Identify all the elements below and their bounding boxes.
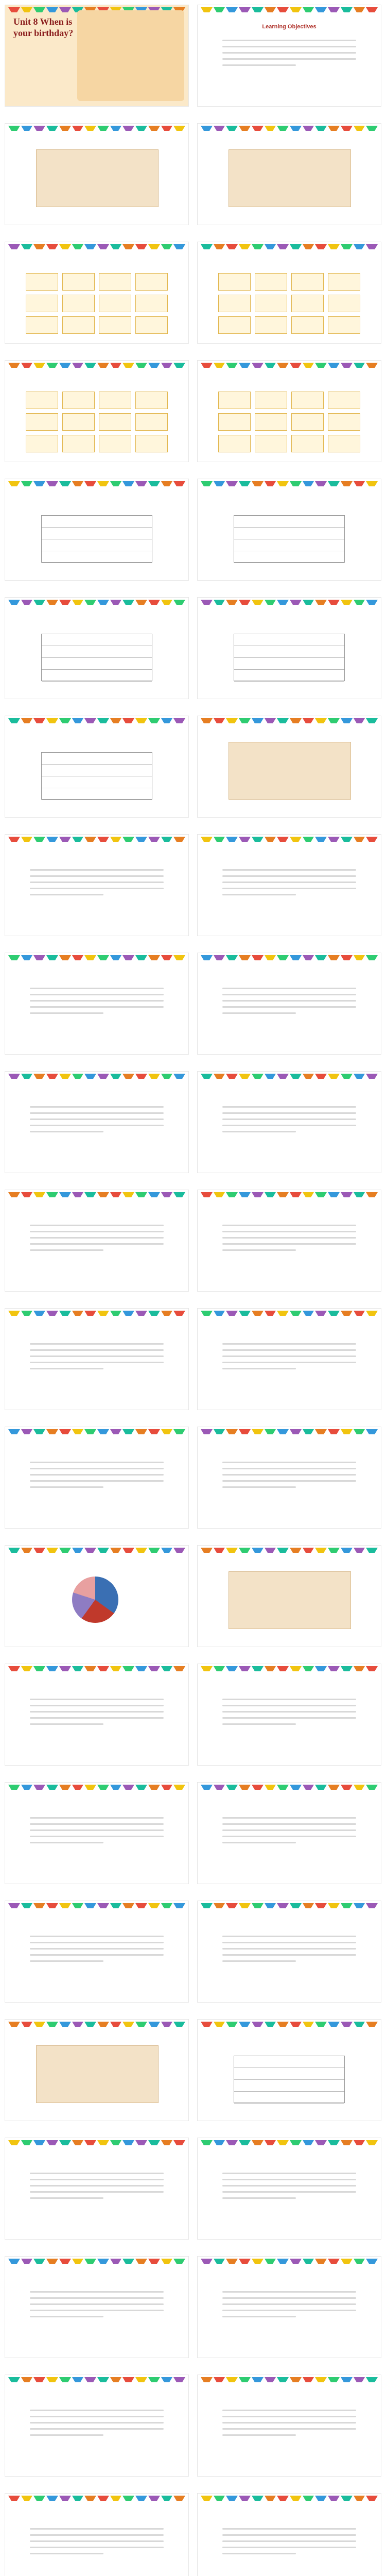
slide-thumbnail[interactable] (5, 1190, 188, 1291)
month-card (62, 413, 95, 431)
table-row (42, 539, 152, 551)
month-card (99, 413, 131, 431)
slide-thumbnail[interactable] (198, 479, 381, 580)
slide-thumbnail[interactable] (5, 835, 188, 936)
bunting-decoration (8, 363, 185, 368)
month-card (62, 316, 95, 334)
table-row (234, 634, 344, 646)
slide-thumbnail[interactable] (5, 1901, 188, 2002)
table-row (42, 670, 152, 682)
slide-thumbnail[interactable] (5, 716, 188, 817)
month-card (255, 435, 287, 452)
bunting-decoration (8, 1785, 185, 1790)
slide-thumbnail[interactable] (198, 242, 381, 343)
month-card (62, 435, 95, 452)
month-card (26, 295, 58, 312)
slide-body-text (30, 2523, 164, 2559)
bunting-decoration (8, 837, 185, 842)
table-row (234, 658, 344, 670)
slide-thumbnail[interactable] (198, 2138, 381, 2239)
slide-body-text (30, 1220, 164, 1256)
bunting-decoration (201, 1311, 378, 1316)
bunting-decoration (201, 481, 378, 486)
slide-thumbnail[interactable] (198, 716, 381, 817)
slide-thumbnail[interactable] (5, 1309, 188, 1410)
month-card (99, 435, 131, 452)
slide-body-text (222, 1931, 356, 1967)
slide-body-text (222, 865, 356, 900)
slide-thumbnail[interactable] (5, 2020, 188, 2121)
table-row (234, 551, 344, 563)
slide-table (41, 515, 152, 563)
slide-table (41, 634, 152, 681)
slide-body-text (30, 865, 164, 900)
slide-body-text (222, 1812, 356, 1848)
slide-body-text (222, 1457, 356, 1493)
month-card (218, 392, 251, 409)
month-card (291, 435, 324, 452)
month-card-grid (218, 273, 360, 334)
bunting-decoration (201, 1903, 378, 1908)
table-row (42, 765, 152, 776)
slide-thumbnail[interactable] (198, 598, 381, 699)
month-card (255, 273, 287, 291)
slide-table (41, 752, 152, 800)
month-card (255, 392, 287, 409)
month-card (99, 316, 131, 334)
month-card (328, 435, 360, 452)
bunting-decoration (8, 2259, 185, 2264)
table-row (42, 646, 152, 658)
bunting-decoration (201, 2377, 378, 2382)
month-card (99, 273, 131, 291)
slide-body-text (30, 2405, 164, 2441)
month-card (328, 316, 360, 334)
slide-illustration (229, 742, 351, 800)
bunting-decoration (201, 244, 378, 249)
slide-illustration (229, 1571, 351, 1629)
month-card (291, 392, 324, 409)
month-card (291, 295, 324, 312)
slide-thumbnail[interactable] (198, 361, 381, 462)
slide-table (234, 634, 345, 681)
month-card (26, 316, 58, 334)
month-card (218, 273, 251, 291)
bunting-decoration (8, 718, 185, 723)
slide-thumbnail[interactable] (5, 1546, 188, 1647)
pie-chart-graphic (72, 1577, 118, 1623)
slide-thumbnail[interactable] (5, 953, 188, 1054)
slide-thumbnail[interactable] (198, 2375, 381, 2476)
bunting-decoration (201, 2022, 378, 2027)
slide-body-text (222, 1220, 356, 1256)
bunting-decoration (8, 1192, 185, 1197)
slide-thumbnail[interactable] (198, 1309, 381, 1410)
bunting-decoration (201, 600, 378, 605)
table-row (42, 551, 152, 563)
bunting-decoration (8, 1666, 185, 1671)
table-row (234, 2092, 344, 2104)
slide-body-text (30, 2168, 164, 2204)
bunting-decoration (201, 363, 378, 368)
slide-thumbnail[interactable] (198, 1427, 381, 1528)
month-card (328, 273, 360, 291)
table-row (234, 539, 344, 551)
slide-body-text (30, 1931, 164, 1967)
table-row (42, 776, 152, 788)
bunting-decoration (8, 955, 185, 960)
slide-thumbnail[interactable] (198, 2257, 381, 2358)
cover-illustration (77, 10, 184, 101)
slide-body-text (222, 983, 356, 1019)
month-card (218, 295, 251, 312)
bunting-decoration (8, 2496, 185, 2501)
month-card (135, 295, 168, 312)
table-row (42, 634, 152, 646)
month-card (291, 273, 324, 291)
bunting-decoration (8, 2377, 185, 2382)
slide-thumbnail[interactable] (5, 1427, 188, 1528)
month-card (26, 273, 58, 291)
slide-thumbnail[interactable] (5, 124, 188, 225)
slide-body-text (222, 1338, 356, 1374)
slide-thumbnail[interactable] (5, 2257, 188, 2358)
bunting-decoration (201, 1785, 378, 1790)
slide-thumbnail[interactable] (198, 1546, 381, 1647)
slide-body-text (30, 1457, 164, 1493)
table-row (234, 516, 344, 528)
slide-thumbnail[interactable] (198, 124, 381, 225)
month-card (99, 392, 131, 409)
bunting-decoration (201, 1074, 378, 1079)
slide-thumbnail[interactable] (5, 598, 188, 699)
month-card (255, 295, 287, 312)
slide-illustration (36, 2045, 159, 2103)
month-card (135, 392, 168, 409)
table-row (42, 528, 152, 539)
bunting-decoration (201, 2496, 378, 2501)
month-card (135, 413, 168, 431)
table-row (42, 788, 152, 800)
slide-thumbnail[interactable] (5, 2138, 188, 2239)
month-card (328, 295, 360, 312)
bunting-decoration (8, 1903, 185, 1908)
table-row (42, 658, 152, 670)
bunting-decoration (201, 2259, 378, 2264)
bunting-decoration (8, 1074, 185, 1079)
slide-body-text (30, 983, 164, 1019)
month-card (328, 413, 360, 431)
month-card (255, 316, 287, 334)
bunting-decoration (201, 955, 378, 960)
month-card-grid (26, 392, 168, 452)
month-card (135, 435, 168, 452)
slide-body-text (222, 35, 356, 71)
month-card (26, 413, 58, 431)
bunting-decoration (8, 1429, 185, 1434)
bunting-decoration (201, 837, 378, 842)
slide-table (234, 515, 345, 563)
slide-thumbnail[interactable] (198, 1190, 381, 1291)
month-card (135, 316, 168, 334)
slide-body-text (30, 1812, 164, 1848)
bunting-decoration (201, 718, 378, 723)
table-row (234, 528, 344, 539)
table-row (42, 516, 152, 528)
slide-illustration (229, 149, 351, 207)
slide-thumbnail[interactable] (5, 242, 188, 343)
bunting-decoration (201, 1548, 378, 1553)
slide-thumbnail[interactable] (198, 1901, 381, 2002)
slide-thumbnail[interactable] (5, 1783, 188, 1884)
slide-body-text (30, 2286, 164, 2322)
slide-thumbnail[interactable] (5, 2494, 188, 2576)
month-card (291, 413, 324, 431)
slide-thumbnail[interactable] (198, 2020, 381, 2121)
month-card (62, 295, 95, 312)
slide-body-text (222, 2405, 356, 2441)
bunting-decoration (8, 126, 185, 131)
table-row (234, 670, 344, 682)
slide-thumbnail[interactable] (198, 5, 381, 106)
bunting-decoration (8, 1548, 185, 1553)
slide-thumbnail[interactable] (5, 5, 188, 106)
table-row (234, 2068, 344, 2080)
month-card (255, 413, 287, 431)
slide-body-text (222, 1101, 356, 1137)
bunting-decoration (201, 1666, 378, 1671)
table-row (234, 646, 344, 658)
bunting-decoration (8, 1311, 185, 1316)
slide-thumbnail[interactable] (5, 361, 188, 462)
slide-thumbnail[interactable] (198, 953, 381, 1054)
bunting-decoration (201, 126, 378, 131)
month-card-grid (26, 273, 168, 334)
slide-body-text (222, 2523, 356, 2559)
slide-thumbnail[interactable] (5, 1072, 188, 1173)
slide-body-text (222, 1694, 356, 1730)
month-card (62, 273, 95, 291)
slide-thumbnail[interactable] (198, 1664, 381, 1765)
table-row (234, 2080, 344, 2092)
bunting-decoration (201, 1429, 378, 1434)
bunting-decoration (8, 2022, 185, 2027)
month-card (218, 435, 251, 452)
month-card (218, 316, 251, 334)
slide-body-text (30, 1101, 164, 1137)
slide-thumbnail[interactable] (198, 835, 381, 936)
table-row (42, 753, 152, 765)
month-card (99, 295, 131, 312)
slide-thumbnail[interactable] (5, 1664, 188, 1765)
slide-title: Learning Objectives (262, 24, 317, 30)
bunting-decoration (201, 7, 378, 12)
bunting-decoration (8, 244, 185, 249)
slide-illustration (36, 149, 159, 207)
table-row (234, 2056, 344, 2068)
month-card (328, 392, 360, 409)
slide-thumbnail[interactable] (5, 2375, 188, 2476)
month-card (26, 392, 58, 409)
slide-body-text (30, 1338, 164, 1374)
slide-thumbnail[interactable] (5, 479, 188, 580)
month-card (291, 316, 324, 334)
bunting-decoration (201, 1192, 378, 1197)
slide-body-text (222, 2168, 356, 2204)
month-card (135, 273, 168, 291)
slide-thumbnail[interactable] (198, 1072, 381, 1173)
bunting-decoration (8, 2140, 185, 2145)
slide-table (234, 2056, 345, 2103)
slide-body-text (222, 2286, 356, 2322)
slide-thumbnail[interactable] (198, 2494, 381, 2576)
bunting-decoration (201, 2140, 378, 2145)
month-card (218, 413, 251, 431)
month-card (62, 392, 95, 409)
bunting-decoration (8, 600, 185, 605)
month-card-grid (218, 392, 360, 452)
month-card (26, 435, 58, 452)
slide-thumbnail[interactable] (198, 1783, 381, 1884)
cover-title: Unit 8 When is your birthday? (13, 16, 74, 38)
slide-body-text (30, 1694, 164, 1730)
bunting-decoration (8, 481, 185, 486)
